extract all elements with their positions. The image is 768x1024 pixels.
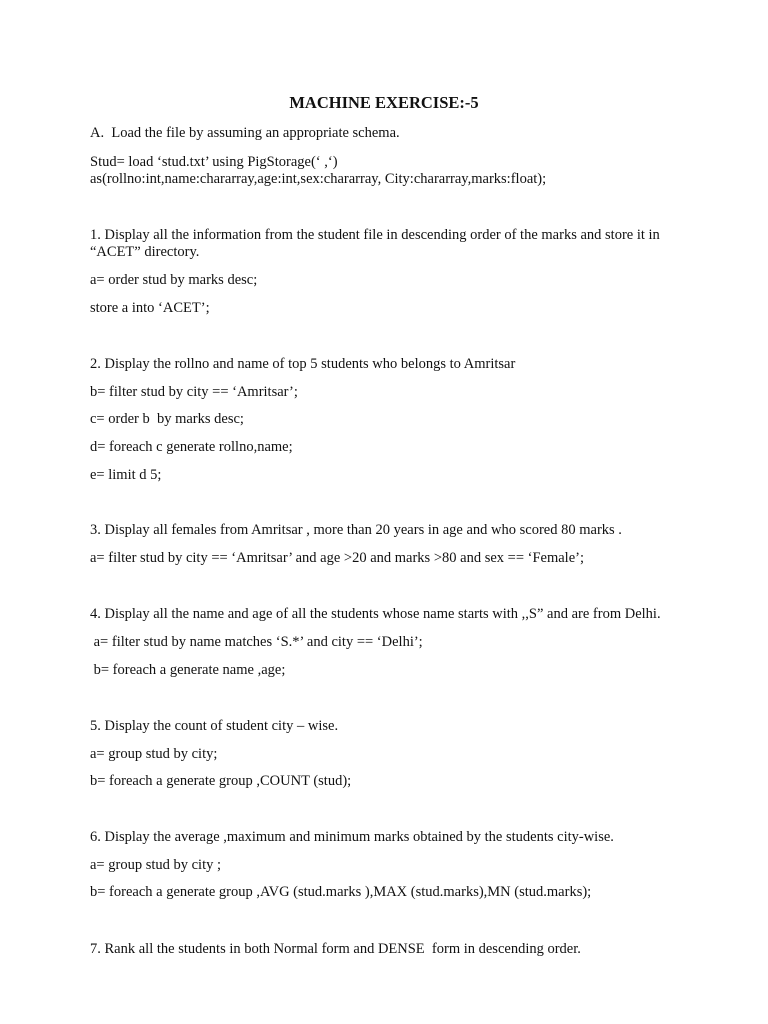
text-line: A. Load the file by assuming an appropriate schema. (90, 125, 400, 141)
code-line: e= limit d 5; (90, 467, 162, 483)
code-line: d= foreach c generate rollno,name; (90, 439, 293, 455)
code-line: a= filter stud by city == ‘Amritsar’ and age >20 and marks >80 and sex == ‘Female’; (90, 550, 584, 566)
code-line: Stud= load ‘stud.txt’ using PigStorage(‘ ,‘) (90, 154, 338, 170)
code-line: a= order stud by marks desc; (90, 272, 258, 288)
code-line: b= foreach a generate name ,age; (90, 662, 286, 678)
page-title: MACHINE EXERCISE:-5 (289, 93, 479, 112)
question-line: 6. Display the average ,maximum and minimum marks obtained by the students city-wise. (90, 829, 614, 845)
code-line: a= group stud by city; (90, 746, 218, 762)
question-line: 3. Display all females from Amritsar , more than 20 years in age and who scored 80 marks . (90, 522, 622, 538)
code-line: store a into ‘ACET’; (90, 300, 210, 316)
code-line: as(rollno:int,name:chararray,age:int,sex:chararray, City:chararray,marks:float); (90, 171, 547, 187)
question-line: 5. Display the count of student city – wise. (90, 718, 339, 734)
code-line: b= foreach a generate group ,COUNT (stud); (90, 773, 352, 789)
code-line: a= group stud by city ; (90, 857, 222, 873)
question-line: “ACET” directory. (90, 244, 200, 260)
question-line: 7. Rank all the students in both Normal form and DENSE form in descending order. (90, 941, 581, 957)
code-line: b= filter stud by city == ‘Amritsar’; (90, 384, 298, 400)
question-line: 1. Display all the information from the student file in descending order of the marks and store it in (90, 227, 660, 243)
code-line: b= foreach a generate group ,AVG (stud.marks ),MAX (stud.marks),MN (stud.marks); (90, 884, 592, 900)
code-line: c= order b by marks desc; (90, 411, 244, 427)
question-line: 4. Display all the name and age of all the students whose name starts with ,,S” and are from Delhi. (90, 606, 661, 622)
code-line: a= filter stud by name matches ‘S.*’ and city == ‘Delhi’; (90, 634, 423, 650)
question-line: 2. Display the rollno and name of top 5 students who belongs to Amritsar (90, 356, 516, 372)
